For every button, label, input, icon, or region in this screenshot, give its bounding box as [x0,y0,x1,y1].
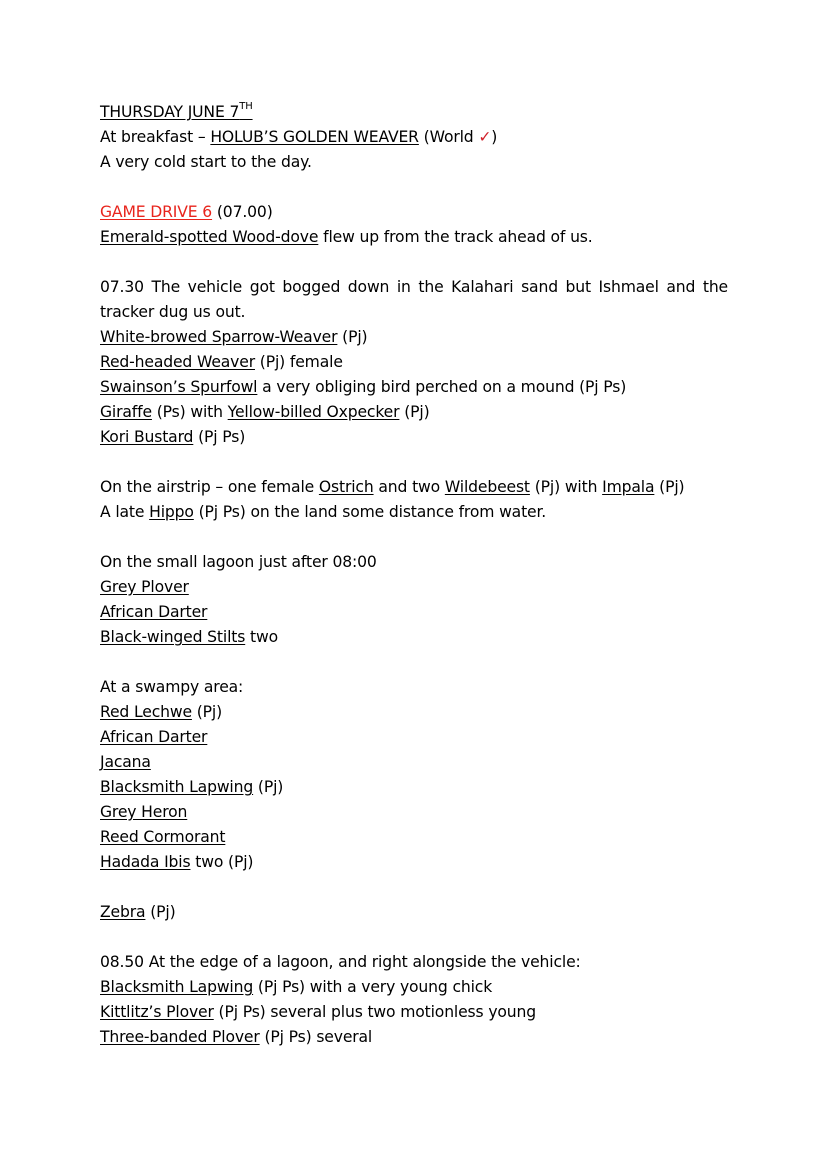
species-name: Jacana [100,753,151,771]
species-name: Impala [602,478,655,496]
lagoon-heading: On the small lagoon just after 08:00 [100,553,377,571]
sighting-line: White-browed Sparrow-Weaver (Pj) [100,328,368,346]
sighting-line: Black-winged Stilts two [100,628,278,646]
sighting-line: Blacksmith Lapwing (Pj Ps) with a very young chick [100,978,493,996]
breakfast-line: At breakfast – HOLUB’S GOLDEN WEAVER (World ✓) [100,128,498,146]
species-name: Hippo [149,503,194,521]
species-name: African Darter [100,728,208,746]
species-name: Kittlitz’s Plover [100,1003,214,1021]
sighting-line [100,725,728,750]
sighting-line [100,750,728,775]
sighting-line: Giraffe (Ps) with Yellow-billed Oxpecker (Pj) [100,403,430,421]
sightings-list [100,325,728,450]
edge-heading: 08.50 At the edge of a lagoon, and right alongside the vehicle: [100,953,581,971]
species-name: Wildebeest [444,478,530,496]
game-drive-heading [100,200,728,225]
date-text: THURSDAY JUNE 7 [100,103,240,121]
date-heading [100,100,728,125]
sighting-line [100,825,728,850]
species-name: Grey Plover [100,578,189,596]
sighting-line: Swainson’s Spurfowl a very obliging bird perched on a mound (Pj Ps) [100,378,627,396]
species-name: Reed Cormorant [100,828,226,846]
bogged-line-1: 07.30 The vehicle got bogged down in the Kalahari sand but Ishmael and the [100,278,728,296]
journal-entry [100,100,728,1050]
sighting-line [100,575,728,600]
swamp-heading: At a swampy area: [100,678,244,696]
sighting-line: Blacksmith Lapwing (Pj) [100,778,284,796]
sighting-line: Red-headed Weaver (Pj) female [100,353,343,371]
sighting-line: Kittlitz’s Plover (Pj Ps) several plus two motionless young [100,1003,537,1021]
airstrip-line: On the airstrip – one female Ostrich and two Wildebeest (Pj) with Impala (Pj) [100,478,685,496]
lagoon-list [100,575,728,650]
weather-line: A very cold start to the day. [100,153,312,171]
sighting-line: Hadada Ibis two (Pj) [100,853,254,871]
species-name: Swainson’s Spurfowl [100,378,258,396]
species-name: Red Lechwe [100,703,192,721]
checkmark-icon: ✓ [478,128,492,146]
species-name: Ostrich [318,478,374,496]
hippo-line: A late Hippo (Pj Ps) on the land some distance from water. [100,503,547,521]
sighting-line: Red Lechwe (Pj) [100,703,223,721]
species-name: Emerald-spotted Wood-dove [100,228,319,246]
species-name: White-browed Sparrow-Weaver [100,328,338,346]
edge-list [100,975,728,1050]
sighting-line [100,600,728,625]
sighting-line: Emerald-spotted Wood-dove flew up from the track ahead of us. [100,228,593,246]
species-name: Three-banded Plover [100,1028,260,1046]
sighting-line [100,800,728,825]
species-name: Kori Bustard [100,428,194,446]
species-name: Red-headed Weaver [100,353,255,371]
game-drive-title: GAME DRIVE 6 [100,203,213,221]
species-name: Blacksmith Lapwing [100,978,254,996]
sighting-line: Three-banded Plover (Pj Ps) several [100,1028,373,1046]
species-name: Grey Heron [100,803,188,821]
swamp-list [100,700,728,875]
species-name: Blacksmith Lapwing [100,778,254,796]
species-name: Zebra [100,903,146,921]
species-name: Yellow-billed Oxpecker [227,403,400,421]
date-suffix: TH [239,101,253,112]
game-drive-time: (07.00) [212,203,273,221]
species-name: HOLUB’S GOLDEN WEAVER [210,128,419,146]
bogged-line-2: tracker dug us out. [100,303,246,321]
sighting-line: Kori Bustard (Pj Ps) [100,428,246,446]
species-name: Giraffe [100,403,152,421]
species-name: Black-winged Stilts [100,628,246,646]
species-name: African Darter [100,603,208,621]
zebra-line: Zebra (Pj) [100,903,176,921]
species-name: Hadada Ibis [100,853,191,871]
